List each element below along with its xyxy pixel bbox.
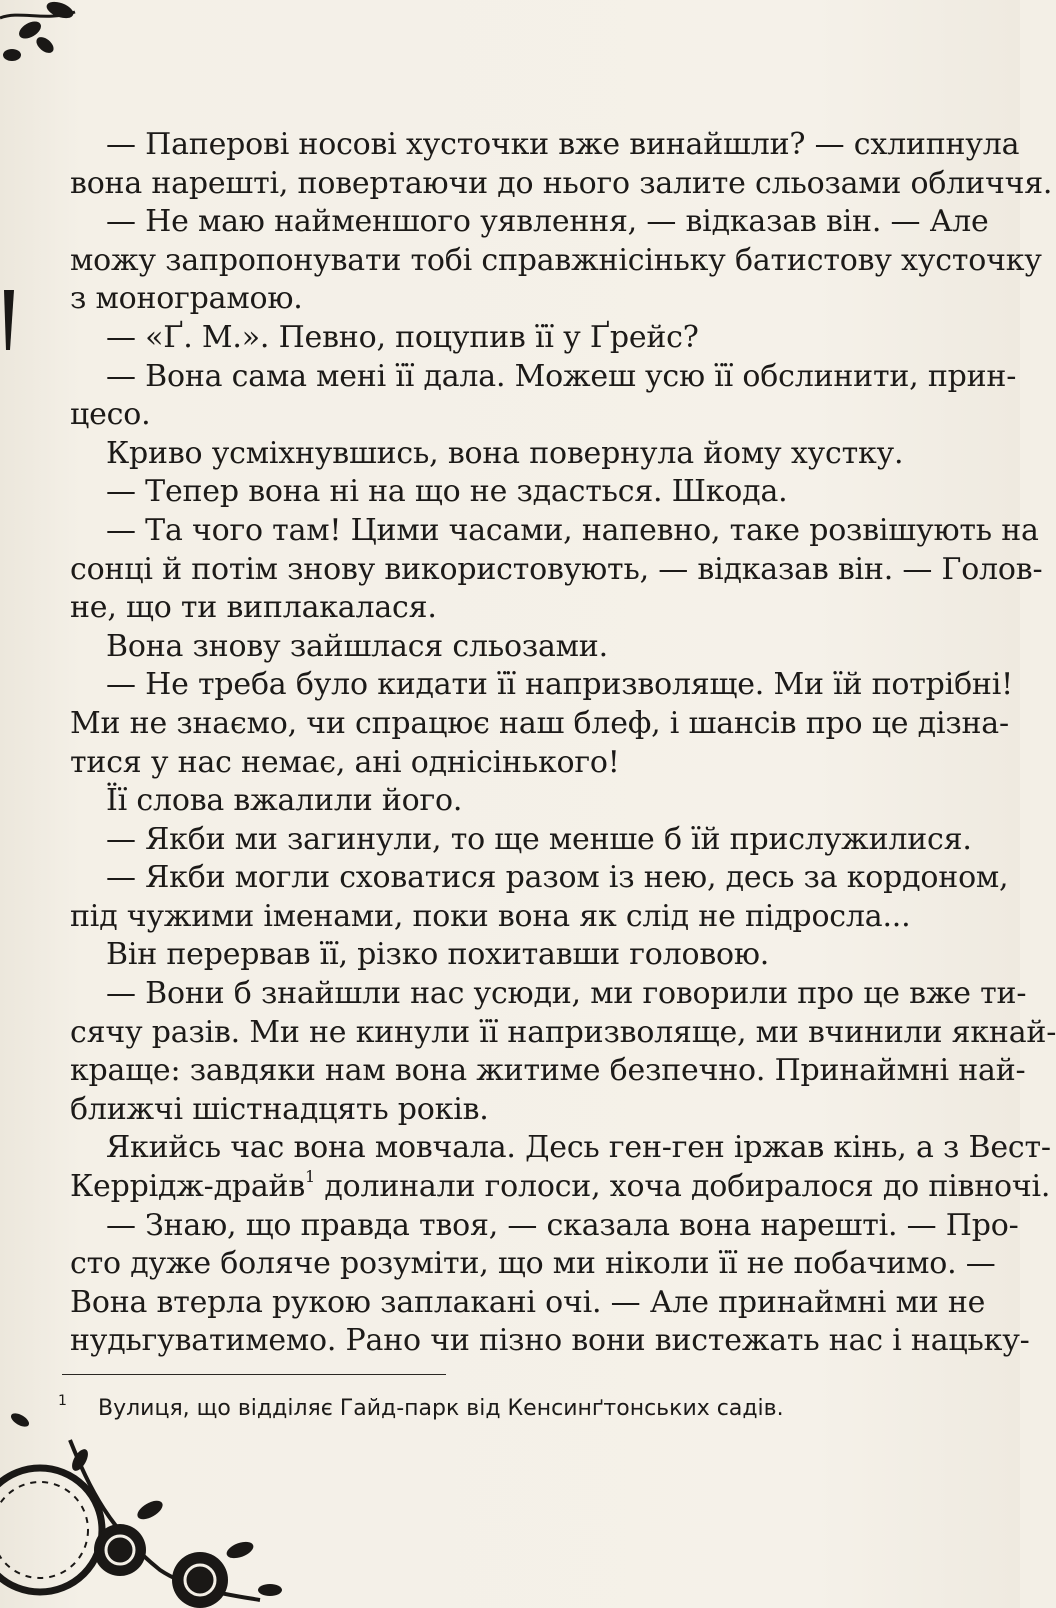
text-line: Її слова вжалили його. (106, 783, 463, 819)
text-line: не, що ти виплакалася. (70, 590, 437, 626)
floral-ornament-top-left (0, 0, 90, 70)
text-line: краще: завдяки нам вона житиме безпечно. Принаймні най- (70, 1053, 1026, 1089)
footnote-text: Вулиця, що відділяє Гайд-парк від Кенсинґтонських садів. (98, 1396, 784, 1421)
text-line: можу запропонувати тобі справжнісіньку батистову хусточку (70, 242, 1042, 278)
text-line: — Паперові носові хусточки вже винайшли? — схлипнула (106, 127, 1020, 162)
text-line: — Вона сама мені її дала. Можеш усю її обслинити, прин- (106, 358, 1017, 394)
text-line: — Вони б знайшли нас усюди, ми говорили про це вже ти- (106, 976, 1027, 1012)
text-line: — Та чого там! Цими часами, напевно, таке розвішують на (106, 512, 1039, 548)
street-name: Керрідж-драйв (70, 1169, 306, 1205)
text-line: — Не треба було кидати її напризволяще. Ми їй потрібні! (106, 667, 1013, 703)
text-line: Вона знову зайшлася сльозами. (106, 628, 608, 664)
text-line: Ми не знаємо, чи спрацює наш блеф, і шансів про це дізна- (70, 705, 1009, 741)
text-line: сто дуже боляче розуміти, що ми ніколи її не побачимо. — (70, 1246, 996, 1282)
text-line: — Не маю найменшого уявлення, — відказав він. — Але (106, 204, 989, 240)
text-line: — «Ґ. М.». Певно, поцупив її у Ґрейс? (106, 319, 699, 355)
text-line: під чужими іменами, поки вона як слід не підросла... (70, 898, 911, 934)
text-line: сонці й потім знову використовують, — відказав він. — Голов- (70, 551, 1043, 587)
text-line: — Знаю, що правда твоя, — сказала вона нарешті. — Про- (106, 1207, 1019, 1243)
text-line: Якийсь час вона мовчала. Десь ген-ген іржав кінь, а з Вест- (106, 1130, 1051, 1166)
body-text (70, 126, 1056, 1361)
text-line: Вона втерла рукою заплакані очі. — Але принаймні ми не (70, 1284, 986, 1320)
text-line: — Якби ми загинули, то ще менше б їй прислужилися. (106, 821, 972, 857)
floral-ornament-bottom-left (0, 1400, 300, 1608)
text-line: — Тепер вона ні на що не здасться. Шкода. (106, 474, 788, 510)
footnote-divider (62, 1374, 446, 1375)
text-line: сячу разів. Ми не кинули її напризволяще, ми вчинили якнай- (70, 1014, 1056, 1050)
text-line: — Якби могли сховатися разом із нею, десь за кордоном, (106, 860, 1009, 896)
line-continuation: долинали голоси, хоча добиралося до півночі. (315, 1169, 1051, 1205)
footnote-reference: 1 (305, 1167, 316, 1187)
text-line: вона нарешті, повертаючи до нього залите сльозами обличчя. (70, 165, 1053, 201)
text-line: ближчі шістнадцять років. (70, 1091, 489, 1127)
footnote (58, 1386, 938, 1424)
text-line: Він перервав її, різко похитавши головою. (106, 937, 770, 973)
text-line: з монограмою. (70, 281, 303, 317)
text-line: нудьгуватимемо. Рано чи пізно вони вистежать нас і нацьку- (70, 1323, 1030, 1359)
footnote-mark: 1 (58, 1393, 67, 1409)
text-line: цесо. (70, 397, 151, 433)
text-line-with-footnote-ref (70, 1167, 1051, 1207)
text-line: Криво усміхнувшись, вона повернула йому хустку. (106, 435, 904, 471)
ornament-bar-left (0, 290, 22, 350)
text-line: тися у нас немає, ані однісінького! (70, 744, 620, 780)
